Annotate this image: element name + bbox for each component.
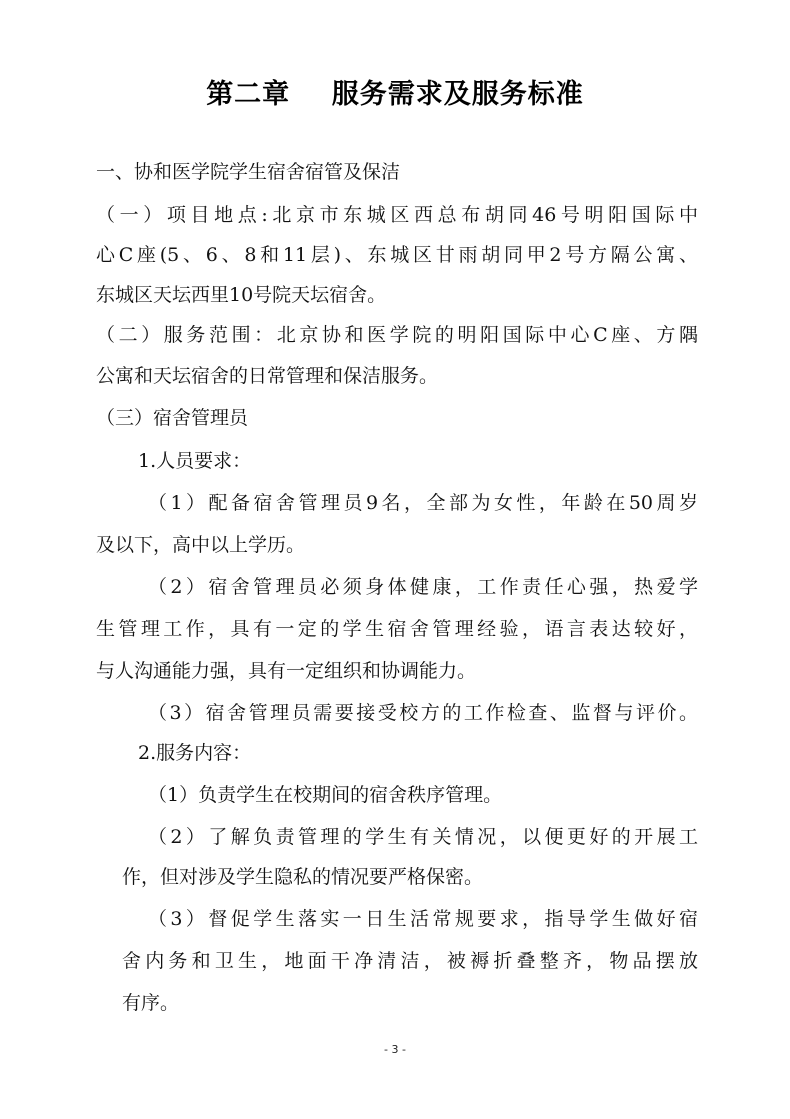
paragraph-line: 心C座(5、6、8和11层)、东城区甘雨胡同甲2号方隔公寓、 [96,244,698,266]
paragraph-line: 与人沟通能力强，具有一定组织和协调能力。 [96,660,477,682]
paragraph-line: （3）督促学生落实一日生活常规要求，指导学生做好宿 [148,908,698,930]
paragraph-line: 作，但对涉及学生隐私的情况要严格保密。 [122,866,484,888]
paragraph-line: （1）负责学生在校期间的宿舍秩序管理。 [148,784,503,806]
paragraph-line: 公寓和天坛宿舍的日常管理和保洁服务。 [96,365,439,387]
chapter-title: 第二章 服务需求及服务标准 [206,79,584,110]
paragraph-line: 东城区天坛西里10号院天坛宿舍。 [96,284,387,306]
section-heading: 一、协和医学院学生宿舍宿管及保洁 [96,161,401,183]
paragraph-line: （二）服务范围：北京协和医学院的明阳国际中心C座、方隅 [96,324,698,346]
paragraph-line: （3）宿舍管理员需要接受校方的工作检查、监督与评价。 [148,702,698,724]
paragraph-line: （一）项目地点:北京市东城区西总布胡同46号明阳国际中 [96,204,698,226]
paragraph-line: （2）了解负责管理的学生有关情况，以便更好的开展工 [148,826,698,848]
paragraph-line: 舍内务和卫生，地面干净清洁，被褥折叠整齐，物品摆放 [122,950,698,972]
item-heading: 1.人员要求： [138,450,252,472]
paragraph-line: 生管理工作，具有一定的学生宿舍管理经验，语言表达较好， [96,618,698,640]
page-number: - 3 - [384,1043,406,1056]
paragraph-line: （1）配备宿舍管理员9名，全部为女性，年龄在50周岁 [148,492,698,514]
paragraph-line: 有序。 [122,992,180,1014]
item-heading: 2.服务内容： [138,742,252,764]
subsection-heading: （三）宿舍管理员 [96,407,249,429]
paragraph-line: 及以下，高中以上学历。 [96,534,306,556]
paragraph-line: （2）宿舍管理员必须身体健康，工作责任心强，热爱学 [148,576,698,598]
